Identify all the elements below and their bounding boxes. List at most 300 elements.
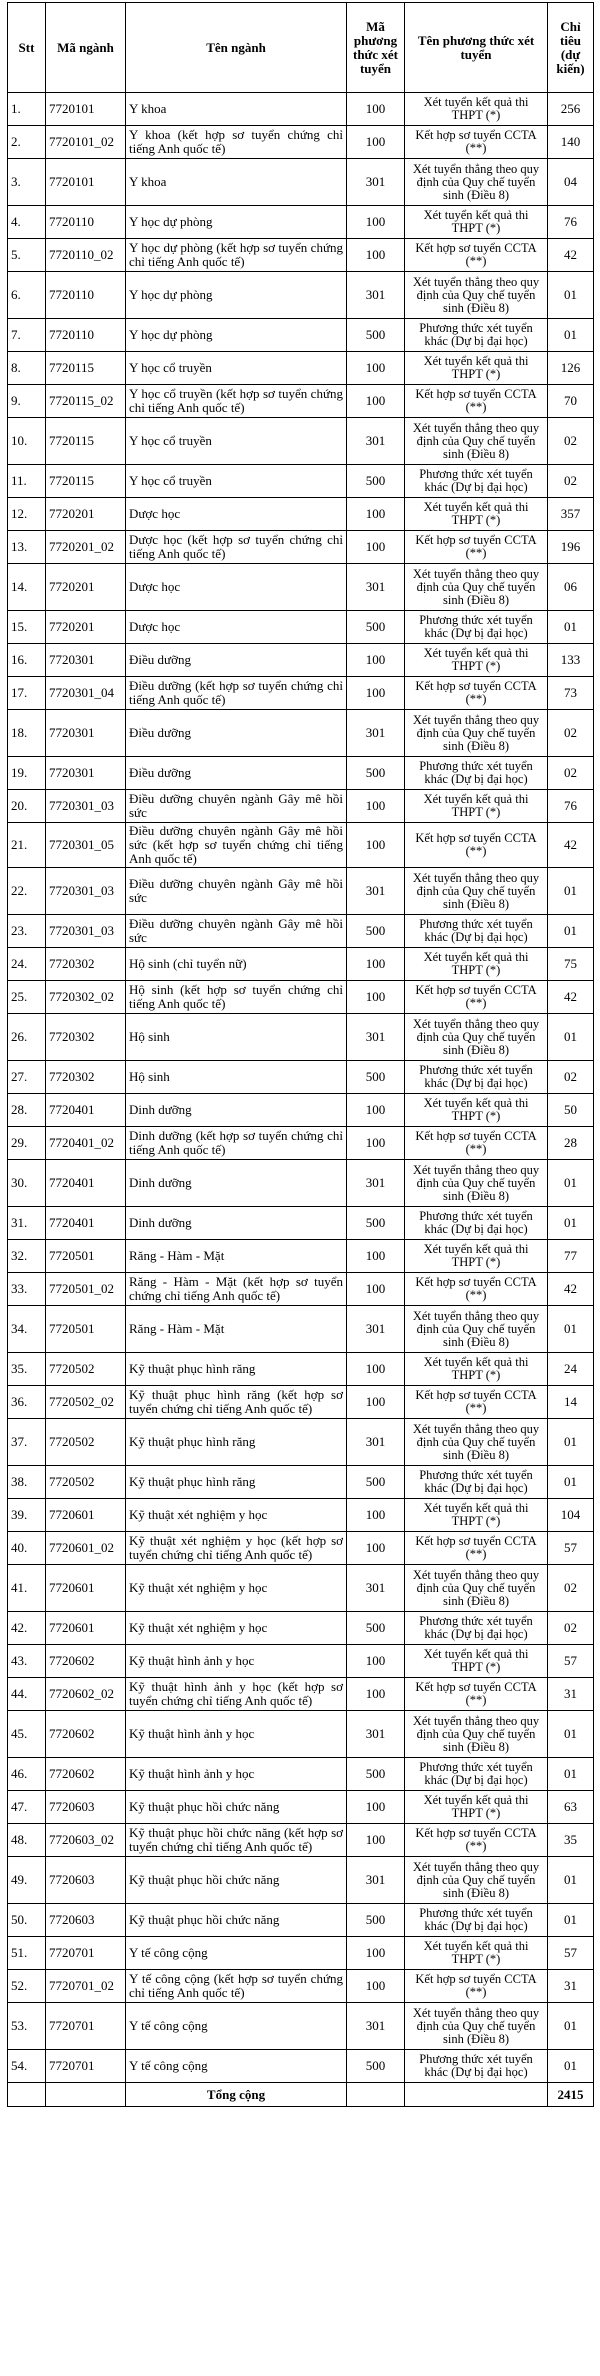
cell-method-name: Phương thức xét tuyển khác (Dự bị đại học) [405, 1758, 548, 1791]
cell-name: Y tế công cộng (kết hợp sơ tuyển chứng chỉ tiếng Anh quốc tế) [126, 1970, 347, 2003]
cell-stt: 44. [8, 1678, 46, 1711]
cell-stt: 5. [8, 239, 46, 272]
table-row [8, 239, 594, 272]
cell-quota: 01 [548, 272, 594, 319]
table-row [8, 1565, 594, 1612]
cell-code: 7720302 [46, 1061, 126, 1094]
cell-name: Kỹ thuật hình ảnh y học [126, 1711, 347, 1758]
cell-method-code: 301 [347, 1419, 405, 1466]
table-row [8, 1824, 594, 1857]
cell-quota: 01 [548, 1904, 594, 1937]
cell-quota: 42 [548, 823, 594, 868]
cell-name: Hộ sinh (kết hợp sơ tuyển chứng chỉ tiếng Anh quốc tế) [126, 981, 347, 1014]
cell-method-code: 301 [347, 1565, 405, 1612]
cell-name: Y học dự phòng (kết hợp sơ tuyển chứng chỉ tiếng Anh quốc tế) [126, 239, 347, 272]
cell-method-code: 301 [347, 272, 405, 319]
cell-method-name: Kết hợp sơ tuyển CCTA (**) [405, 385, 548, 418]
cell-name: Điều dưỡng [126, 644, 347, 677]
table-row [8, 1678, 594, 1711]
cell-name: Y học cổ truyền (kết hợp sơ tuyển chứng chỉ tiếng Anh quốc tế) [126, 385, 347, 418]
cell-name: Y khoa [126, 93, 347, 126]
cell-method-code: 100 [347, 981, 405, 1014]
cell-code: 7720701_02 [46, 1970, 126, 2003]
cell-method-name: Xét tuyển thẳng theo quy định của Quy chế tuyển sinh (Điều 8) [405, 272, 548, 319]
cell-code: 7720301_05 [46, 823, 126, 868]
table-row [8, 1240, 594, 1273]
cell-quota: 256 [548, 93, 594, 126]
cell-stt: 2. [8, 126, 46, 159]
cell-method-name: Xét tuyển thẳng theo quy định của Quy chế tuyển sinh (Điều 8) [405, 1419, 548, 1466]
cell-method-name: Kết hợp sơ tuyển CCTA (**) [405, 1532, 548, 1565]
cell-method-code: 500 [347, 1758, 405, 1791]
cell-code: 7720501 [46, 1306, 126, 1353]
cell-name: Dược học [126, 611, 347, 644]
cell-code: 7720101 [46, 159, 126, 206]
header-quota: Chỉ tiêu (dự kiến) [548, 3, 594, 93]
cell-stt: 18. [8, 710, 46, 757]
cell-quota: 196 [548, 531, 594, 564]
cell-stt: 17. [8, 677, 46, 710]
table-row [8, 93, 594, 126]
cell-name: Dược học [126, 498, 347, 531]
cell-stt: 25. [8, 981, 46, 1014]
cell-code: 7720601 [46, 1499, 126, 1532]
cell-stt: 24. [8, 948, 46, 981]
cell-method-code: 100 [347, 531, 405, 564]
cell-quota: 01 [548, 1758, 594, 1791]
cell-stt: 3. [8, 159, 46, 206]
cell-method-code: 500 [347, 319, 405, 352]
cell-method-name: Xét tuyển thẳng theo quy định của Quy chế tuyển sinh (Điều 8) [405, 1306, 548, 1353]
table-row [8, 915, 594, 948]
cell-stt: 42. [8, 1612, 46, 1645]
cell-name: Kỹ thuật phục hình răng [126, 1419, 347, 1466]
cell-method-name: Kết hợp sơ tuyển CCTA (**) [405, 823, 548, 868]
cell-name: Dinh dưỡng [126, 1207, 347, 1240]
cell-stt: 14. [8, 564, 46, 611]
cell-quota: 133 [548, 644, 594, 677]
cell-quota: 50 [548, 1094, 594, 1127]
cell-code: 7720115 [46, 352, 126, 385]
cell-code: 7720301 [46, 644, 126, 677]
cell-code: 7720602 [46, 1758, 126, 1791]
table-body [8, 93, 594, 2107]
cell-method-code: 500 [347, 757, 405, 790]
table-row [8, 1353, 594, 1386]
cell-method-code: 100 [347, 1824, 405, 1857]
cell-name: Kỹ thuật phục hồi chức năng [126, 1791, 347, 1824]
cell-name: Y khoa [126, 159, 347, 206]
table-row [8, 1014, 594, 1061]
table-row [8, 1904, 594, 1937]
cell-quota: 02 [548, 1612, 594, 1645]
cell-quota: 01 [548, 868, 594, 915]
cell-quota: 02 [548, 1061, 594, 1094]
cell-name: Điều dưỡng chuyên ngành Gây mê hồi sức [126, 915, 347, 948]
table-row [8, 206, 594, 239]
table-row [8, 418, 594, 465]
table-row [8, 1532, 594, 1565]
header-name: Tên ngành [126, 3, 347, 93]
cell-code: 7720302_02 [46, 981, 126, 1014]
cell-code: 7720201_02 [46, 531, 126, 564]
cell-quota: 126 [548, 352, 594, 385]
cell-method-code: 100 [347, 1970, 405, 2003]
cell-name: Y học dự phòng [126, 319, 347, 352]
table-row [8, 1499, 594, 1532]
cell-method-code: 100 [347, 790, 405, 823]
cell-name: Y học dự phòng [126, 206, 347, 239]
table-row [8, 1207, 594, 1240]
cell-stt: 21. [8, 823, 46, 868]
cell-method-name: Phương thức xét tuyển khác (Dự bị đại học) [405, 465, 548, 498]
cell-method-code: 100 [347, 948, 405, 981]
cell-method-code: 500 [347, 1904, 405, 1937]
table-row [8, 1937, 594, 1970]
cell-method-name: Xét tuyển kết quả thi THPT (*) [405, 1791, 548, 1824]
cell-method-name: Kết hợp sơ tuyển CCTA (**) [405, 1127, 548, 1160]
cell-quota: 01 [548, 1306, 594, 1353]
cell-quota: 14 [548, 1386, 594, 1419]
cell-method-name: Xét tuyển thẳng theo quy định của Quy chế tuyển sinh (Điều 8) [405, 710, 548, 757]
cell-method-name: Kết hợp sơ tuyển CCTA (**) [405, 981, 548, 1014]
cell-code: 7720301 [46, 757, 126, 790]
cell-stt: 12. [8, 498, 46, 531]
table-row [8, 319, 594, 352]
cell-quota: 01 [548, 1711, 594, 1758]
cell-method-code: 500 [347, 1612, 405, 1645]
cell-code: 7720401 [46, 1207, 126, 1240]
cell-stt: 13. [8, 531, 46, 564]
cell-method-code: 301 [347, 868, 405, 915]
cell-name: Kỹ thuật xét nghiệm y học [126, 1612, 347, 1645]
cell-method-name: Kết hợp sơ tuyển CCTA (**) [405, 1824, 548, 1857]
cell-quota: 42 [548, 239, 594, 272]
cell-name: Kỹ thuật xét nghiệm y học [126, 1565, 347, 1612]
cell-method-name: Phương thức xét tuyển khác (Dự bị đại học) [405, 915, 548, 948]
table-row [8, 1857, 594, 1904]
cell-code: 7720602 [46, 1645, 126, 1678]
cell-name: Kỹ thuật xét nghiệm y học [126, 1499, 347, 1532]
cell-quota: 06 [548, 564, 594, 611]
cell-name: Kỹ thuật hình ảnh y học [126, 1758, 347, 1791]
cell-code: 7720201 [46, 498, 126, 531]
cell-stt: 10. [8, 418, 46, 465]
cell-method-code: 301 [347, 2003, 405, 2050]
cell-quota: 01 [548, 2050, 594, 2083]
cell-quota: 24 [548, 1353, 594, 1386]
cell-quota: 57 [548, 1532, 594, 1565]
cell-method-code: 500 [347, 611, 405, 644]
table-row [8, 2050, 594, 2083]
cell-method-code: 301 [347, 564, 405, 611]
total-spacer-3 [347, 2083, 405, 2107]
cell-method-name: Kết hợp sơ tuyển CCTA (**) [405, 1386, 548, 1419]
cell-name: Kỹ thuật phục hồi chức năng [126, 1857, 347, 1904]
cell-name: Y học cổ truyền [126, 352, 347, 385]
cell-method-name: Xét tuyển kết quả thi THPT (*) [405, 948, 548, 981]
cell-stt: 20. [8, 790, 46, 823]
table-row [8, 677, 594, 710]
header-method-code: Mã phương thức xét tuyển [347, 3, 405, 93]
cell-method-name: Xét tuyển kết quả thi THPT (*) [405, 790, 548, 823]
cell-method-name: Xét tuyển kết quả thi THPT (*) [405, 1499, 548, 1532]
header-code: Mã ngành [46, 3, 126, 93]
cell-code: 7720401 [46, 1160, 126, 1207]
total-row [8, 2083, 594, 2107]
cell-method-code: 100 [347, 1386, 405, 1419]
cell-quota: 31 [548, 1678, 594, 1711]
table-row [8, 498, 594, 531]
cell-stt: 39. [8, 1499, 46, 1532]
cell-code: 7720502 [46, 1466, 126, 1499]
cell-method-code: 100 [347, 1127, 405, 1160]
table-row [8, 948, 594, 981]
cell-method-code: 100 [347, 498, 405, 531]
cell-name: Điều dưỡng [126, 757, 347, 790]
cell-name: Dinh dưỡng [126, 1160, 347, 1207]
table-row [8, 1612, 594, 1645]
cell-code: 7720301 [46, 710, 126, 757]
cell-method-code: 301 [347, 710, 405, 757]
cell-code: 7720201 [46, 611, 126, 644]
cell-quota: 104 [548, 1499, 594, 1532]
table-row [8, 352, 594, 385]
table-row [8, 644, 594, 677]
total-spacer-4 [405, 2083, 548, 2107]
cell-stt: 1. [8, 93, 46, 126]
cell-name: Điều dưỡng [126, 710, 347, 757]
cell-code: 7720115 [46, 465, 126, 498]
table-row [8, 1466, 594, 1499]
cell-name: Hộ sinh (chỉ tuyển nữ) [126, 948, 347, 981]
cell-method-name: Xét tuyển kết quả thi THPT (*) [405, 1645, 548, 1678]
cell-method-name: Kết hợp sơ tuyển CCTA (**) [405, 1273, 548, 1306]
table-row [8, 1791, 594, 1824]
cell-method-code: 100 [347, 1937, 405, 1970]
table-row [8, 1160, 594, 1207]
cell-quota: 63 [548, 1791, 594, 1824]
cell-name: Dược học (kết hợp sơ tuyển chứng chỉ tiếng Anh quốc tế) [126, 531, 347, 564]
table-row [8, 531, 594, 564]
cell-method-name: Xét tuyển kết quả thi THPT (*) [405, 206, 548, 239]
cell-quota: 76 [548, 206, 594, 239]
cell-method-code: 100 [347, 1240, 405, 1273]
cell-code: 7720301_03 [46, 915, 126, 948]
cell-name: Răng - Hàm - Mặt [126, 1306, 347, 1353]
cell-method-name: Kết hợp sơ tuyển CCTA (**) [405, 1678, 548, 1711]
cell-name: Kỹ thuật phục hình răng [126, 1466, 347, 1499]
cell-code: 7720603 [46, 1904, 126, 1937]
cell-stt: 38. [8, 1466, 46, 1499]
cell-code: 7720301_03 [46, 790, 126, 823]
cell-code: 7720601 [46, 1612, 126, 1645]
cell-quota: 01 [548, 1857, 594, 1904]
cell-code: 7720201 [46, 564, 126, 611]
table-row [8, 1386, 594, 1419]
cell-quota: 42 [548, 981, 594, 1014]
cell-name: Kỹ thuật phục hồi chức năng [126, 1904, 347, 1937]
cell-code: 7720701 [46, 2003, 126, 2050]
cell-method-code: 100 [347, 1532, 405, 1565]
cell-method-code: 100 [347, 1273, 405, 1306]
cell-name: Y học cổ truyền [126, 465, 347, 498]
cell-method-code: 100 [347, 1094, 405, 1127]
cell-quota: 01 [548, 1014, 594, 1061]
cell-method-code: 100 [347, 126, 405, 159]
table-row [8, 2003, 594, 2050]
table-row [8, 1061, 594, 1094]
cell-method-name: Kết hợp sơ tuyển CCTA (**) [405, 677, 548, 710]
cell-stt: 49. [8, 1857, 46, 1904]
table-row [8, 1273, 594, 1306]
cell-method-code: 100 [347, 93, 405, 126]
cell-name: Dinh dưỡng (kết hợp sơ tuyển chứng chỉ tiếng Anh quốc tế) [126, 1127, 347, 1160]
table-row [8, 465, 594, 498]
cell-name: Kỹ thuật hình ảnh y học [126, 1645, 347, 1678]
cell-code: 7720603_02 [46, 1824, 126, 1857]
total-label: Tổng cộng [126, 2083, 347, 2107]
cell-stt: 11. [8, 465, 46, 498]
cell-method-name: Xét tuyển kết quả thi THPT (*) [405, 1353, 548, 1386]
cell-method-code: 500 [347, 2050, 405, 2083]
cell-code: 7720502 [46, 1353, 126, 1386]
table-row [8, 1970, 594, 2003]
cell-method-name: Xét tuyển kết quả thi THPT (*) [405, 1240, 548, 1273]
cell-method-name: Xét tuyển kết quả thi THPT (*) [405, 352, 548, 385]
cell-method-code: 100 [347, 239, 405, 272]
cell-method-code: 100 [347, 206, 405, 239]
cell-quota: 57 [548, 1937, 594, 1970]
cell-name: Y tế công cộng [126, 2050, 347, 2083]
cell-code: 7720115 [46, 418, 126, 465]
cell-stt: 34. [8, 1306, 46, 1353]
cell-method-name: Xét tuyển kết quả thi THPT (*) [405, 1094, 548, 1127]
cell-method-name: Xét tuyển thẳng theo quy định của Quy chế tuyển sinh (Điều 8) [405, 1160, 548, 1207]
cell-code: 7720301_04 [46, 677, 126, 710]
cell-method-name: Phương thức xét tuyển khác (Dự bị đại học) [405, 2050, 548, 2083]
cell-name: Răng - Hàm - Mặt [126, 1240, 347, 1273]
total-spacer-2 [46, 2083, 126, 2107]
cell-code: 7720701 [46, 1937, 126, 1970]
cell-method-code: 100 [347, 1645, 405, 1678]
header-row [8, 3, 594, 93]
cell-quota: 01 [548, 915, 594, 948]
cell-method-name: Kết hợp sơ tuyển CCTA (**) [405, 239, 548, 272]
cell-method-name: Xét tuyển thẳng theo quy định của Quy chế tuyển sinh (Điều 8) [405, 1565, 548, 1612]
table-row [8, 1094, 594, 1127]
cell-name: Y khoa (kết hợp sơ tuyển chứng chỉ tiếng Anh quốc tế) [126, 126, 347, 159]
cell-method-code: 100 [347, 823, 405, 868]
cell-quota: 02 [548, 710, 594, 757]
table-row [8, 126, 594, 159]
cell-code: 7720603 [46, 1791, 126, 1824]
cell-stt: 16. [8, 644, 46, 677]
cell-stt: 45. [8, 1711, 46, 1758]
cell-method-code: 301 [347, 1014, 405, 1061]
cell-method-name: Phương thức xét tuyển khác (Dự bị đại học) [405, 757, 548, 790]
cell-stt: 46. [8, 1758, 46, 1791]
cell-quota: 70 [548, 385, 594, 418]
cell-quota: 01 [548, 1466, 594, 1499]
cell-name: Kỹ thuật phục hồi chức năng (kết hợp sơ tuyển chứng chỉ tiếng Anh quốc tế) [126, 1824, 347, 1857]
cell-method-code: 100 [347, 1678, 405, 1711]
cell-name: Điều dưỡng (kết hợp sơ tuyển chứng chỉ tiếng Anh quốc tế) [126, 677, 347, 710]
cell-quota: 57 [548, 1645, 594, 1678]
cell-name: Hộ sinh [126, 1061, 347, 1094]
header-stt: Stt [8, 3, 46, 93]
cell-name: Điều dưỡng chuyên ngành Gây mê hồi sức [126, 868, 347, 915]
cell-method-code: 500 [347, 1466, 405, 1499]
table-row [8, 1127, 594, 1160]
cell-quota: 35 [548, 1824, 594, 1857]
cell-code: 7720602_02 [46, 1678, 126, 1711]
cell-code: 7720302 [46, 948, 126, 981]
cell-name: Răng - Hàm - Mặt (kết hợp sơ tuyển chứng chỉ tiếng Anh quốc tế) [126, 1273, 347, 1306]
cell-code: 7720501_02 [46, 1273, 126, 1306]
cell-quota: 02 [548, 418, 594, 465]
cell-method-name: Xét tuyển thẳng theo quy định của Quy chế tuyển sinh (Điều 8) [405, 418, 548, 465]
cell-name: Kỹ thuật hình ảnh y học (kết hợp sơ tuyển chứng chỉ tiếng Anh quốc tế) [126, 1678, 347, 1711]
cell-quota: 76 [548, 790, 594, 823]
cell-stt: 52. [8, 1970, 46, 2003]
cell-code: 7720110_02 [46, 239, 126, 272]
table-row [8, 272, 594, 319]
cell-method-name: Phương thức xét tuyển khác (Dự bị đại học) [405, 1061, 548, 1094]
cell-quota: 01 [548, 1207, 594, 1240]
cell-method-name: Xét tuyển thẳng theo quy định của Quy chế tuyển sinh (Điều 8) [405, 868, 548, 915]
cell-method-name: Xét tuyển kết quả thi THPT (*) [405, 93, 548, 126]
cell-method-code: 301 [347, 1857, 405, 1904]
cell-stt: 48. [8, 1824, 46, 1857]
table-row [8, 385, 594, 418]
cell-code: 7720602 [46, 1711, 126, 1758]
cell-quota: 42 [548, 1273, 594, 1306]
cell-stt: 31. [8, 1207, 46, 1240]
cell-stt: 43. [8, 1645, 46, 1678]
cell-name: Điều dưỡng chuyên ngành Gây mê hồi sức [126, 790, 347, 823]
cell-method-code: 100 [347, 677, 405, 710]
cell-name: Điều dưỡng chuyên ngành Gây mê hồi sức (kết hợp sơ tuyển chứng chỉ tiếng Anh quốc tế) [126, 823, 347, 868]
table-row [8, 790, 594, 823]
cell-code: 7720603 [46, 1857, 126, 1904]
cell-method-code: 301 [347, 1160, 405, 1207]
cell-code: 7720701 [46, 2050, 126, 2083]
cell-method-code: 301 [347, 1711, 405, 1758]
cell-method-code: 500 [347, 1207, 405, 1240]
cell-code: 7720501 [46, 1240, 126, 1273]
cell-code: 7720101 [46, 93, 126, 126]
cell-method-name: Phương thức xét tuyển khác (Dự bị đại học) [405, 611, 548, 644]
cell-name: Dinh dưỡng [126, 1094, 347, 1127]
cell-quota: 31 [548, 1970, 594, 2003]
cell-quota: 02 [548, 465, 594, 498]
cell-stt: 47. [8, 1791, 46, 1824]
cell-quota: 01 [548, 1419, 594, 1466]
cell-method-name: Phương thức xét tuyển khác (Dự bị đại học) [405, 1612, 548, 1645]
cell-stt: 28. [8, 1094, 46, 1127]
cell-method-code: 100 [347, 1791, 405, 1824]
admissions-quota-table [7, 2, 594, 2107]
table-row [8, 611, 594, 644]
cell-code: 7720401_02 [46, 1127, 126, 1160]
cell-method-name: Kết hợp sơ tuyển CCTA (**) [405, 126, 548, 159]
cell-quota: 28 [548, 1127, 594, 1160]
cell-quota: 357 [548, 498, 594, 531]
cell-stt: 26. [8, 1014, 46, 1061]
cell-stt: 27. [8, 1061, 46, 1094]
cell-method-name: Phương thức xét tuyển khác (Dự bị đại học) [405, 319, 548, 352]
